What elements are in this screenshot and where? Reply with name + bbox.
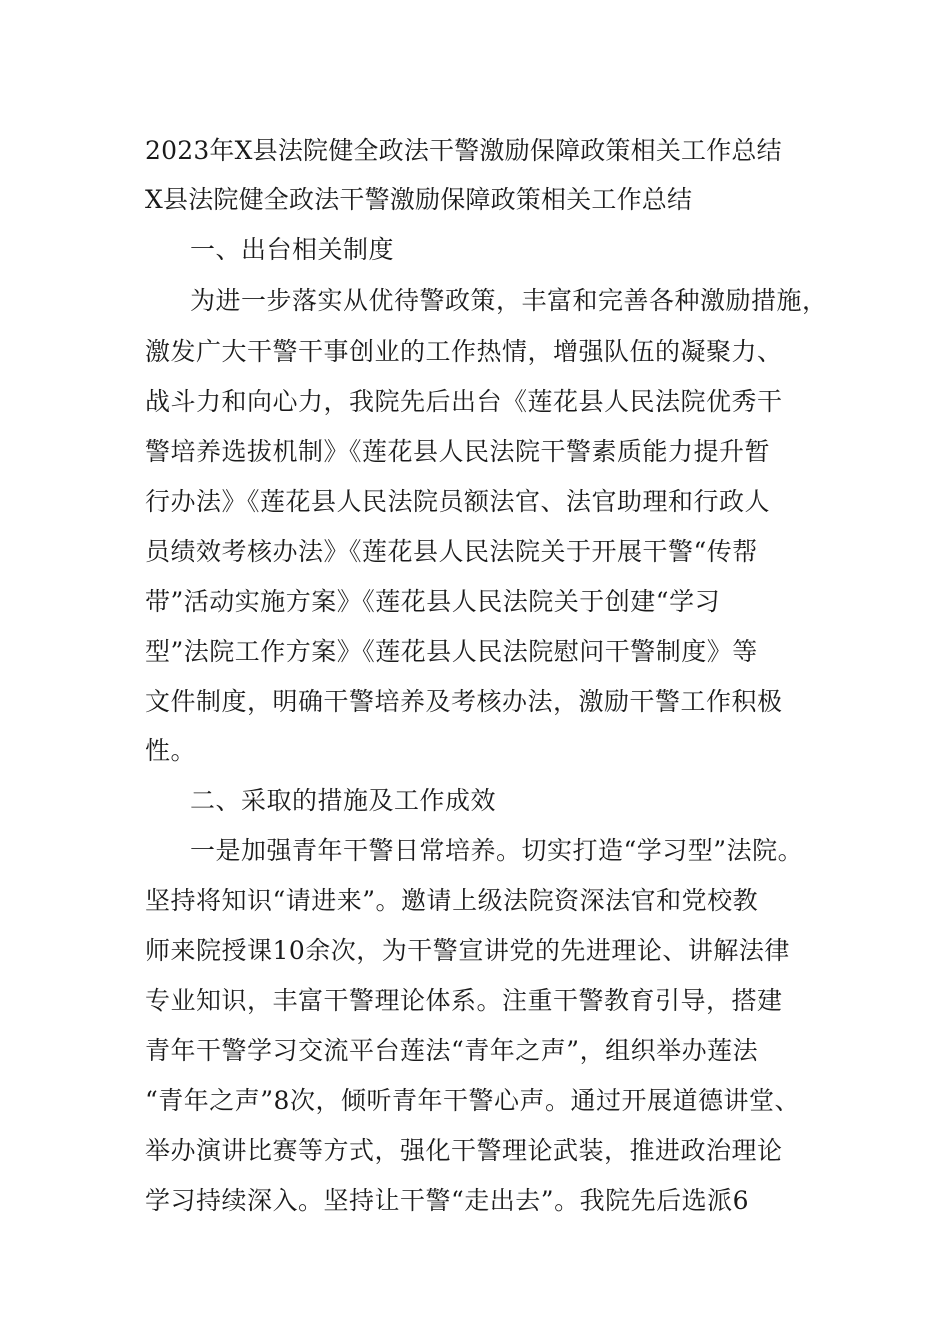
paragraph-line: 师来院授课10余次，为干警宣讲党的先进理论、讲解法律	[145, 936, 790, 965]
paragraph-line: 一是加强青年干警日常培养。切实打造“学习型”法院。	[190, 836, 804, 865]
section-heading-2: 二、采取的措施及工作成效	[190, 786, 497, 815]
paragraph-line: 坚持将知识“请进来”。邀请上级法院资深法官和党校教	[145, 886, 759, 915]
paragraph-line: 文件制度，明确干警培养及考核办法，激励干警工作积极	[145, 687, 783, 716]
paragraph-line: 激发广大干警干事创业的工作热情，增强队伍的凝聚力、	[145, 337, 783, 366]
paragraph-line: 学习持续深入。坚持让干警“走出去”。我院先后选派6	[145, 1186, 749, 1215]
paragraph-line: 专业知识，丰富干警理论体系。注重干警教育引导，搭建	[145, 986, 783, 1015]
paragraph-line: 警培养选拔机制》《莲花县人民法院干警素质能力提升暂	[145, 437, 771, 466]
paragraph-line: 员绩效考核办法》《莲花县人民法院关于开展干警“传帮	[145, 537, 758, 566]
paragraph-line: 行办法》《莲花县人民法院员额法官、法官助理和行政人	[145, 487, 771, 516]
paragraph-line: 性。	[145, 736, 197, 765]
document-title: 2023年X县法院健全政法干警激励保障政策相关工作总结	[145, 136, 782, 165]
document-subtitle: X县法院健全政法干警激励保障政策相关工作总结	[145, 185, 693, 214]
paragraph-line: 型”法院工作方案》《莲花县人民法院慰问干警制度》等	[145, 637, 758, 666]
paragraph-line: 战斗力和向心力，我院先后出台《莲花县人民法院优秀干	[145, 387, 783, 416]
paragraph-line: 青年干警学习交流平台莲法“青年之声”，组织举办莲法	[145, 1036, 759, 1065]
paragraph-line: 为进一步落实从优待警政策，丰富和完善各种激励措施，	[190, 286, 828, 315]
paragraph-line: 举办演讲比赛等方式，强化干警理论武装，推进政治理论	[145, 1136, 783, 1165]
section-heading-1: 一、出台相关制度	[190, 235, 395, 264]
paragraph-line: 带”活动实施方案》《莲花县人民法院关于创建“学习	[145, 587, 721, 616]
paragraph-line: “青年之声”8次，倾听青年干警心声。通过开展道德讲堂、	[145, 1086, 800, 1115]
